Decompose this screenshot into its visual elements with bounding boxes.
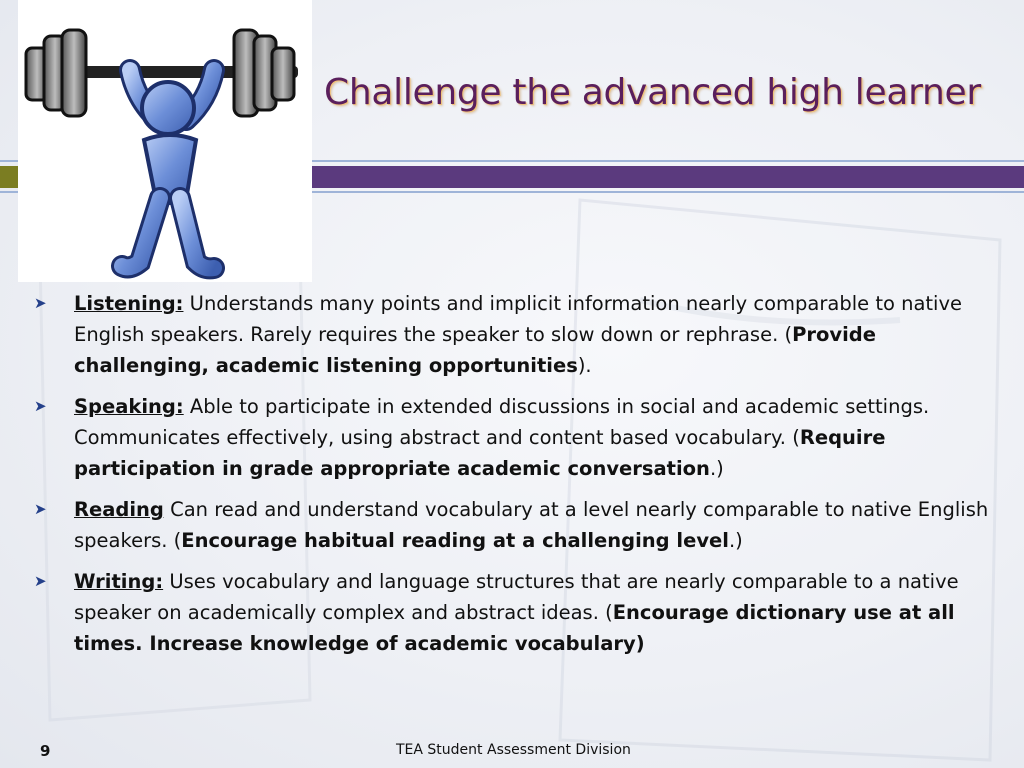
bullet-speaking [34, 391, 1006, 484]
bullet-writing [34, 566, 1006, 659]
arrow-bullet-icon: ➤ [34, 572, 47, 590]
bullet-reading [34, 494, 1006, 556]
bullet-text: Able to participate in extended discussions in social and academic settings. Communicates effectively, using abstract and content based vocabulary. ( [74, 395, 930, 449]
bullet-emphasis: Encourage dictionary use at all times. Increase knowledge of academic vocabulary) [74, 601, 955, 655]
bullet-text: Can read and understand vocabulary at a level nearly comparable to native English speakers. ( [74, 498, 989, 552]
bullet-label: Writing: [74, 570, 164, 593]
bullet-listening [34, 288, 1006, 381]
bullet-label: Listening: [74, 292, 184, 315]
slide-number: 9 [40, 742, 51, 760]
bullet-emphasis: Require participation in grade appropriate academic conversation [74, 426, 886, 480]
slide-title: Challenge the advanced high learner [324, 72, 981, 113]
bullet-emphasis: Encourage habitual reading at a challenging level [181, 529, 729, 552]
bullet-text: Uses vocabulary and language structures that are nearly comparable to a native speaker on academically complex and abstract ideas. ( [74, 570, 959, 624]
bullet-list [34, 288, 1006, 669]
bullet-end: ). [577, 354, 592, 377]
footer-text: TEA Student Assessment Division [396, 742, 631, 758]
bullet-text: Understands many points and implicit information nearly comparable to native English speakers. Rarely requires the speaker to slow down or rephrase. ( [74, 292, 963, 346]
bullet-end: .) [728, 529, 743, 552]
bullet-label: Speaking: [74, 395, 184, 418]
arrow-bullet-icon: ➤ [34, 294, 47, 312]
title-band-olive-block [0, 166, 18, 188]
arrow-bullet-icon: ➤ [34, 500, 47, 518]
bullet-end: .) [709, 457, 724, 480]
arrow-bullet-icon: ➤ [34, 397, 47, 415]
bullet-label: Reading [74, 498, 164, 521]
weightlifter-icon [18, 0, 312, 282]
bullet-emphasis: Provide challenging, academic listening opportunities [74, 323, 876, 377]
